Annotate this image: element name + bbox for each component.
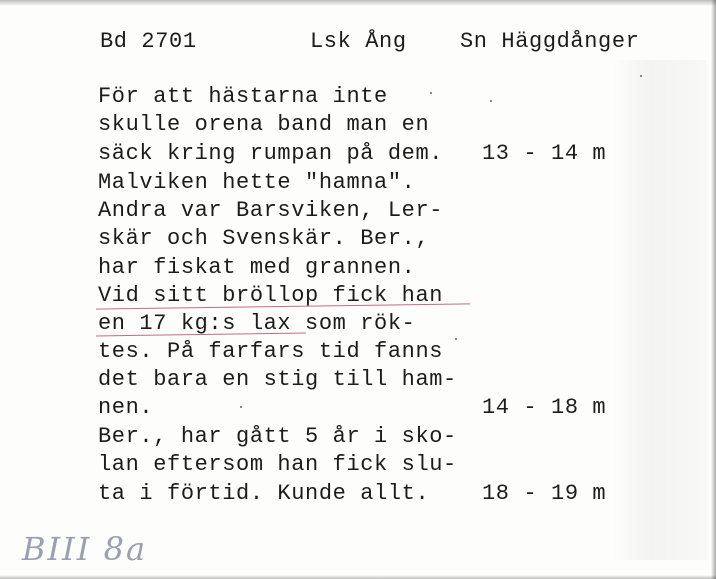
paper-bleed-through	[612, 60, 707, 560]
time-ref-1: 13 - 14 m	[482, 141, 607, 166]
paper-speck	[240, 406, 242, 408]
body-line-2: skulle orena band man en	[98, 112, 430, 137]
time-ref-2: 14 - 18 m	[482, 395, 607, 420]
parish-label: Sn Häggdånger	[460, 29, 640, 54]
card-bottom-edge	[0, 575, 716, 579]
archive-id: Bd 2701	[100, 29, 197, 54]
body-line-9: en 17 kg:s lax som rök-	[98, 311, 416, 336]
body-line-11: det bara en stig till ham-	[98, 367, 457, 392]
paper-speck	[455, 338, 457, 340]
body-line-1: För att hästarna inte	[98, 84, 388, 109]
body-line-5: Andra var Barsviken, Ler-	[98, 198, 444, 223]
body-line-13: Ber., har gått 5 år i sko-	[98, 424, 457, 449]
handwritten-catalog-mark: BIII 8a	[22, 530, 148, 568]
time-ref-3: 18 - 19 m	[482, 481, 607, 506]
card-top-edge	[0, 0, 716, 6]
paper-speck	[640, 75, 642, 77]
body-line-10: tes. På farfars tid fanns	[98, 339, 444, 364]
body-line-15: ta i förtid. Kunde allt.	[98, 481, 430, 506]
province-label: Lsk Ång	[310, 29, 407, 54]
body-line-7: har fiskat med grannen.	[98, 255, 416, 280]
card-right-edge	[711, 0, 716, 579]
body-line-3: säck kring rumpan på dem.	[98, 141, 444, 166]
body-line-14: lan eftersom han fick slu-	[98, 452, 457, 477]
body-line-8: Vid sitt bröllop fick han	[98, 283, 444, 308]
paper-speck	[430, 92, 432, 94]
body-line-6: skär och Svenskär. Ber.,	[98, 226, 430, 251]
paper-speck	[490, 100, 492, 102]
body-line-12: nen.	[98, 395, 154, 420]
body-line-4: Malviken hette "hamna".	[98, 170, 416, 195]
